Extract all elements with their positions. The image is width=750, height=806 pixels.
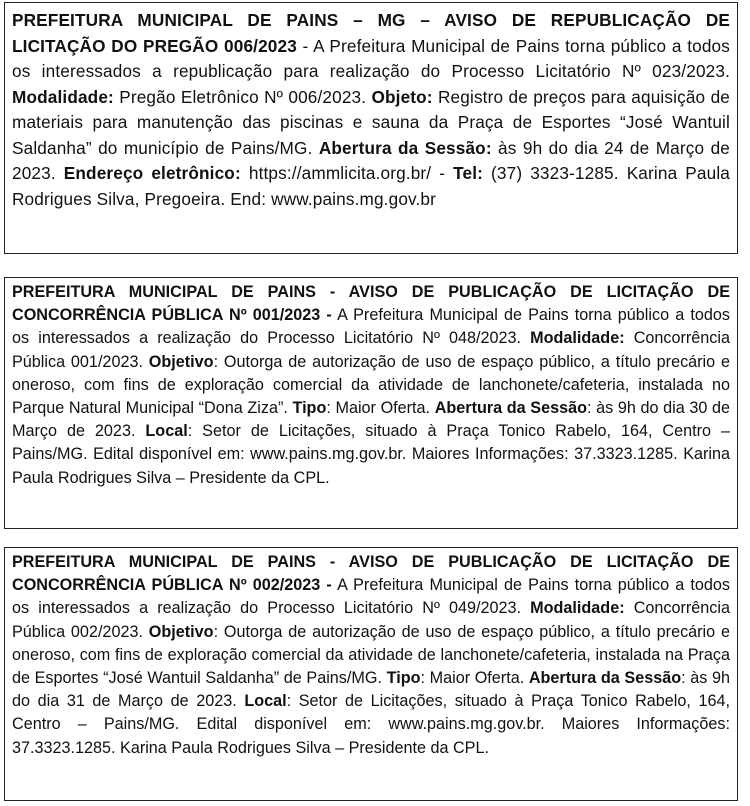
notice-concorrencia-publica-002-2023 xyxy=(4,547,738,801)
objetivo-value: : Outorga de autorização de uso de espaço público, a título precário e oneroso, com fins de exploração comercial da atividade de lanchonete/cafeteria, instalada na Praça de Esportes “José Wantuil Saldanha” de Pains/MG. xyxy=(12,622,730,688)
local-label: Local xyxy=(145,422,188,441)
notice-body xyxy=(12,551,730,760)
notice-intro: - A Prefeitura Municipal de Pains torna público a todos os interessados a republicação para realização do Processo Licitatório Nº 023/2023. xyxy=(12,35,730,81)
notice-body xyxy=(12,8,730,212)
abertura-label: Abertura da Sessão xyxy=(528,669,682,688)
notice-heading: PREFEITURA MUNICIPAL DE PAINS - AVISO DE PUBLICAÇÃO DE LICITAÇÃO DE CONCORRÊNCIA PÚBLICA Nº 002/2023 - xyxy=(12,553,730,595)
modalidade-label: Modalidade: xyxy=(530,599,625,618)
notice-heading: PREFEITURA MUNICIPAL DE PAINS - AVISO DE PUBLICAÇÃO DE LICITAÇÃO DE CONCORRÊNCIA PÚBLICA Nº 001/2023 - xyxy=(12,283,730,325)
objetivo-label: Objetivo xyxy=(148,622,214,641)
notice-republicacao-pregao-006-2023 xyxy=(4,2,738,254)
abertura-label: Abertura da Sessão: xyxy=(318,137,492,158)
local-label: Local xyxy=(244,692,287,711)
modalidade-label: Modalidade: xyxy=(530,329,625,348)
modalidade-value: Concorrência Pública 001/2023. xyxy=(12,329,730,371)
local-value: : Setor de Licitações, situado à Praça Tonico Rabelo, 164, Centro – Pains/MG. Edital disponível em: www.pains.mg.gov.br. Maiores Informações: 37.3323.1285. Karina Paula Rodrigues Silva – Presidente da CPL. xyxy=(12,422,730,487)
tipo-label: Tipo xyxy=(292,399,327,418)
modalidade-value: Pregão Eletrônico Nº 006/2023. xyxy=(113,86,372,107)
abertura-label: Abertura da Sessão xyxy=(434,399,587,418)
modalidade-value: Concorrência Pública 002/2023. xyxy=(12,599,730,641)
modalidade-label: Modalidade: xyxy=(12,86,114,107)
tel-label: Tel: xyxy=(453,163,484,183)
tel-value: (37) 3323-1285. Karina Paula Rodrigues Silva, Pregoeira. End: www.pains.mg.gov.br xyxy=(12,163,730,209)
notice-concorrencia-publica-001-2023 xyxy=(4,277,738,529)
abertura-value: : às 9h do dia 30 de Março de 2023. xyxy=(12,399,730,441)
notice-intro: A Prefeitura Municipal de Pains torna público a todos os interessados a realização do Processo Licitatório Nº 049/2023. xyxy=(12,576,730,618)
local-value: : Setor de Licitações, situado à Praça Tonico Rabelo, 164, Centro – Pains/MG. Edital disponível em: www.pains.mg.gov.br. Maiores Informações: 37.3323.1285. Karina Paula Rodrigues Silva – Presidente da CPL. xyxy=(12,692,730,757)
notice-body xyxy=(12,281,730,490)
abertura-value: : às 9h do dia 31 de Março de 2023. xyxy=(12,669,730,711)
objeto-value: Registro de preços para aquisição de materiais para manutenção das piscinas e sauna da Praça de Esportes “José Wantuil Saldanha” do município de Pains/MG. xyxy=(12,86,730,158)
objeto-label: Objeto: xyxy=(371,86,433,107)
notice-intro: A Prefeitura Municipal de Pains torna público a todos os interessados a realização do Processo Licitatório Nº 048/2023. xyxy=(12,306,730,348)
notice-heading: PREFEITURA MUNICIPAL DE PAINS – MG – AVISO DE REPUBLICAÇÃO DE LICITAÇÃO DO PREGÃO 006/2023 xyxy=(12,10,730,56)
objetivo-label: Objetivo xyxy=(148,352,214,371)
endereco-value: https://ammlicita.org.br/ - xyxy=(240,163,454,183)
objetivo-value: : Outorga de autorização de uso de espaço público, a título precário e oneroso, com fins de exploração comercial da atividade de lanchonete/cafeteria, instalada no Parque Natural Municipal “Dona Ziza”. xyxy=(12,352,730,418)
abertura-value: às 9h do dia 24 de Março de 2023. xyxy=(12,137,730,183)
tipo-label: Tipo xyxy=(386,669,421,688)
endereco-label: Endereço eletrônico: xyxy=(63,163,241,183)
tipo-value: : Maior Oferta. xyxy=(420,669,529,688)
tipo-value: : Maior Oferta. xyxy=(326,399,435,418)
